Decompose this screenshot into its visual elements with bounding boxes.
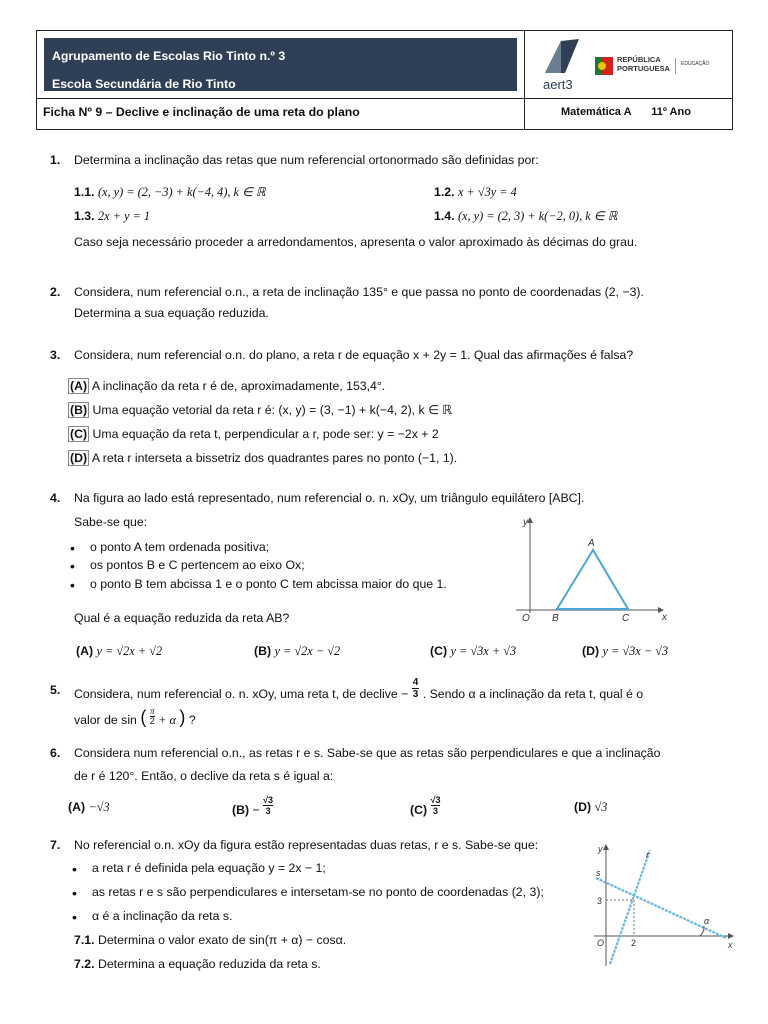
q2-number: 2.	[50, 285, 61, 299]
q7-bullet-3: • α é a inclinação da reta s.	[92, 909, 232, 923]
school-group: Agrupamento de Escolas Rio Tinto n.º 3	[52, 49, 286, 63]
logo-republica-text: REPÚBLICA	[617, 55, 661, 64]
header-school-cell	[37, 31, 525, 99]
q4-bullet-2: • os pontos B e C pertencem ao eixo Ox;	[90, 558, 305, 572]
aert-logo-text: aert3	[543, 77, 573, 92]
q7-fig-o-label: O	[597, 938, 605, 948]
q4-number: 4.	[50, 491, 61, 505]
q6-option-d: (D) √3	[574, 800, 608, 814]
q7-fig-alpha-label: α	[704, 916, 710, 926]
q7-sub-2: 7.2. Determina a equação reduzida da reta s.	[74, 957, 321, 971]
q1-item-1: 1.1. (x, y) = (2, −3) + k(−4, 4), k ∈ ℝ	[74, 185, 266, 199]
q4-text: Na figura ao lado está representado, num referencial o. n. xOy, um triângulo equilátero [ABC].	[74, 491, 585, 505]
q1-item-4: 1.4. (x, y) = (2, 3) + k(−2, 0), k ∈ ℝ	[434, 209, 618, 223]
q4-fig-y-label: y	[523, 517, 528, 528]
q4-bullet-3: • o ponto B tem abcissa 1 e o ponto C tem abcissa maior do que 1.	[90, 577, 447, 591]
flag-shield-icon	[595, 55, 615, 77]
q6-line1: Considera num referencial o.n., as retas r e s. Sabe-se que as retas são perpendiculares e que a inclinação	[74, 746, 661, 760]
q7-bullet-2: • as retas r e s são perpendiculares e intersetam-se no ponto de coordenadas (2, 3);	[92, 885, 544, 899]
q1-number: 1.	[50, 153, 61, 167]
aert-logo-icon	[541, 37, 583, 93]
q4-option-b: (B) y = √2x − √2	[254, 644, 341, 658]
q7-fig-s-label: s	[596, 868, 601, 878]
q7-fig-2-label: 2	[631, 938, 637, 948]
logo-portuguesa-text: PORTUGUESA	[617, 64, 670, 73]
q2-line1: Considera, num referencial o.n., a reta de inclinação 135° e que passa no ponto de coordenadas (2, −3).	[74, 285, 644, 299]
q4-triangle-figure	[508, 513, 668, 623]
subject: Matemática A	[561, 106, 632, 118]
header-table	[36, 30, 733, 130]
q1-text: Determina a inclinação das retas que num referencial ortonormado são definidas por:	[74, 153, 539, 167]
q1-item-2: 1.2. x + √3y = 4	[434, 185, 517, 199]
q4-fig-b-label: B	[552, 613, 559, 623]
q6-option-c: (C) $\frac{√3}{3}$	[410, 795, 441, 817]
q1-item-3: 1.3. 2x + y = 1	[74, 209, 151, 223]
q1-note: Caso seja necessário proceder a arredondamentos, apresenta o valor aproximado às décimas do grau.	[74, 235, 638, 249]
q7-fig-y-label: y	[598, 844, 603, 854]
subject-grade-cell	[525, 99, 732, 129]
q4-option-a: (A) y = √2x + √2	[76, 644, 163, 658]
q5-fraction: $\frac{4}{3}$	[412, 677, 419, 700]
q5-line1: Considera, num referencial o. n. xOy, uma reta t, de declive − $\frac{4}{3}$ . Sendo α a inclinação da reta t, qual é o	[74, 677, 644, 701]
q3-option-c: (C) Uma equação da reta t, perpendicular a r, pode ser: y = −2x + 2	[70, 427, 439, 441]
q6-line2: de r é 120°. Então, o declive da reta s é igual a:	[74, 769, 334, 783]
q6-option-b: (B) − $\frac{√3}{3}$	[232, 795, 274, 817]
q5-pi-fraction: $\frac{\pi}{2}$	[149, 706, 155, 727]
q3-text: Considera, num referencial o.n. do plano, a reta r de equação x + 2y = 1. Qual das afirmações é falsa?	[74, 348, 634, 362]
q4-fig-o-label: O	[522, 613, 530, 623]
q5-line2: valor de sin ( $\frac{\pi}{2}$ + α ) ?	[74, 706, 196, 727]
q6-option-a: (A) −√3	[68, 800, 110, 814]
q3-option-a: (A) A inclinação da reta r é de, aproximadamente, 153,4°.	[70, 379, 386, 393]
q7-fig-r-label: r	[646, 850, 649, 860]
header-logos-cell	[525, 31, 732, 99]
q6-number: 6.	[50, 746, 61, 760]
q4-known: Sabe-se que:	[74, 515, 148, 529]
republica-logo	[595, 55, 723, 77]
q7-sub-1: 7.1. Determina o valor exato de sin(π + α) − cosα.	[74, 933, 347, 947]
q3-option-d: (D) A reta r interseta a bissetriz dos quadrantes pares no ponto (−1, 1).	[70, 451, 458, 465]
logo-educacao-text: EDUCAÇÃO	[681, 61, 710, 67]
q7-text: No referencial o.n. xOy da figura estão representadas duas retas, r e s. Sabe-se que:	[74, 838, 539, 852]
school-name: Escola Secundária de Rio Tinto	[52, 77, 236, 91]
grade: 11º Ano	[651, 106, 691, 118]
q7-fig-x-label: x	[728, 940, 733, 950]
q3-option-b: (B) Uma equação vetorial da reta r é: (x, y) = (3, −1) + k(−4, 2), k ∈ ℝ	[70, 403, 452, 417]
q2-line2: Determina a sua equação reduzida.	[74, 306, 269, 320]
q5-number: 5.	[50, 683, 61, 697]
q4-option-c: (C) y = √3x + √3	[430, 644, 517, 658]
q4-bullet-1: • o ponto A tem ordenada positiva;	[90, 540, 269, 554]
q4-fig-a-label: A	[588, 538, 595, 549]
q4-fig-x-label: x	[662, 612, 667, 623]
worksheet-title: Ficha Nº 9 – Declive e inclinação de uma reta do plano	[37, 99, 525, 129]
q7-lines-figure	[588, 842, 738, 968]
school-box	[44, 38, 517, 91]
q7-number: 7.	[50, 838, 61, 852]
q7-fig-3-label: 3	[597, 896, 603, 906]
q4-option-d: (D) y = √3x − √3	[582, 644, 669, 658]
q4-fig-c-label: C	[622, 613, 630, 623]
q4-question: Qual é a equação reduzida da reta AB?	[74, 611, 290, 625]
q7-bullet-1: • a reta r é definida pela equação y = 2x − 1;	[92, 861, 326, 875]
q3-number: 3.	[50, 348, 61, 362]
